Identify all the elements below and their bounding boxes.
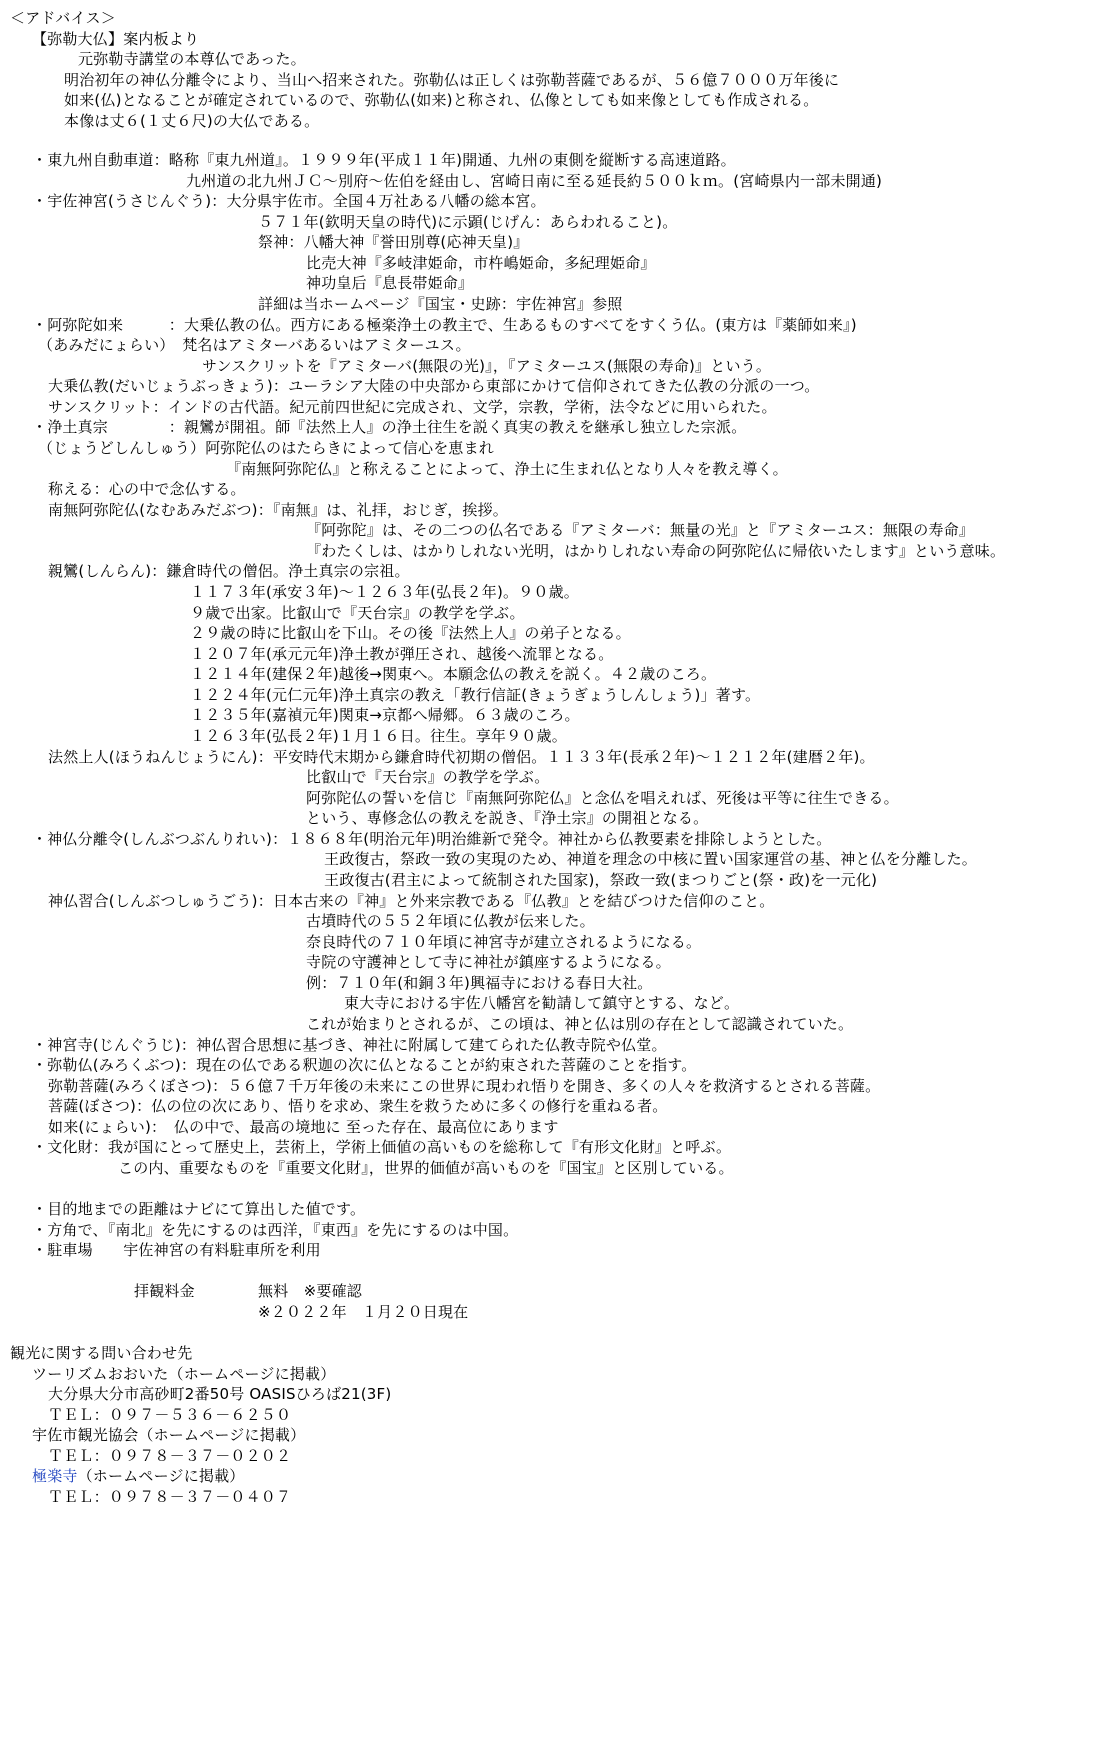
usa-jingu-line-3: 祭神：八幡大神『誉田別尊(応神天皇)』 (258, 233, 529, 251)
note-distance: ・目的地までの距離はナビにて算出した値です。 (32, 1200, 366, 1218)
gokurakuji-row (32, 1466, 245, 1486)
gokurakuji-suffix: （ホームページに掲載） (77, 1467, 245, 1485)
shinbutsu-bunri-line-1: ・神仏分離令(しんぶつぶんりれい)：１８６８年(明治元年)明治維新で発令。神社から仏教要素を排除しようとした。 (32, 830, 832, 848)
honen-line-1: 法然上人(ほうねんじょうにん)：平安時代末期から鎌倉時代初期の僧侶。１１３３年(長承２年)～１２１２年(建暦２年)。 (48, 748, 875, 766)
note-parking: ・駐車場 宇佐神宮の有料駐車所を利用 (32, 1241, 321, 1259)
usa-kanko-name: 宇佐市観光協会（ホームページに掲載） (32, 1426, 306, 1444)
namuamidabutsu-line-2: 『阿弥陀』は、その二つの仏名である『アミターバ：無量の光』と『アミターユス：無限の寿命』 (306, 521, 975, 539)
bunkazai-line-2: この内、重要なものを『重要文化財』，世界的価値が高いものを『国宝』と区別している。 (118, 1159, 734, 1177)
usa-jingu-line-6: 詳細は当ホームページ『国宝・史跡：宇佐神宮』参照 (258, 295, 623, 313)
tourism-oita-tel: ＴＥＬ：０９７－５３６－６２５０ (48, 1406, 292, 1424)
shinran-line-4: ２９歳の時に比叡山を下山。その後『法然上人』の弟子となる。 (190, 624, 631, 642)
gokurakuji-tel: ＴＥＬ：０９７８－３７－０４０７ (48, 1488, 292, 1506)
shinbutsu-shugo-line-6: 東大寺における宇佐八幡宮を勧請して鎮守とする、など。 (344, 994, 740, 1012)
shinran-line-3: ９歳で出家。比叡山で『天台宗』の教学を学ぶ。 (190, 604, 525, 622)
miroku-line-3: 如来(仏)となることが確定されているので、弥勒仏(如来)と称され、仏像としても如来像としても作成される。 (64, 91, 819, 109)
bosatsu-line: 菩薩(ぼさつ)：仏の位の次にあり、悟りを求め、衆生を救うために多くの修行を重ねる者。 (48, 1097, 668, 1115)
higashikyushu-line-1: ・東九州自動車道：略称『東九州道』。１９９９年(平成１１年)開通、九州の東側を縦断する高速道路。 (32, 151, 736, 169)
miroku-line-4: 本像は丈６(１丈６尺)の大仏である。 (64, 112, 320, 130)
fee-label: 拝観料金 (134, 1282, 195, 1300)
fee-asof: ※２０２２年 １月２０日現在 (258, 1303, 469, 1321)
amida-line-2: （あみだにょらい） 梵名はアミターバあるいはアミターユス。 (38, 336, 471, 354)
honen-line-3: 阿弥陀仏の誓いを信じ『南無阿弥陀仏』と念仏を唱えれば、死後は平等に往生できる。 (306, 789, 899, 807)
jinguji-line: ・神宮寺(じんぐうじ)：神仏習合思想に基づき、神社に附属して建てられた仏教寺院や仏堂。 (32, 1036, 667, 1054)
miroku-line-1: 元弥勒寺講堂の本尊仏であった。 (78, 50, 306, 68)
nyorai-line: 如来(にょらい)： 仏の中で、最高の境地に 至った存在、最高位にあります (48, 1118, 559, 1136)
miroku-line-2: 明治初年の神仏分離令により、当山へ招来された。弥勒仏は正しくは弥勒菩薩であるが、５６億７０００万年後に (64, 71, 840, 89)
shinran-line-2: １１７３年(承安３年)～１２６３年(弘長２年)。９０歳。 (190, 583, 580, 601)
tourism-oita-name: ツーリズムおおいた（ホームページに掲載） (32, 1365, 336, 1383)
gokurakuji-link[interactable]: 極楽寺 (32, 1467, 78, 1485)
usa-jingu-line-2: ５７１年(欽明天皇の時代)に示顕(じげん：あらわれること)。 (258, 213, 678, 231)
jodo-shinshu-line-2: （じょうどしんしゅう）阿弥陀仏のはたらきによって信心を恵まれ (38, 439, 495, 457)
shinbutsu-shugo-line-3: 奈良時代の７１０年頃に神宮寺が建立されるようになる。 (306, 933, 702, 951)
note-direction: ・方角で、『南北』を先にするのは西洋，『東西』を先にするのは中国。 (32, 1221, 519, 1239)
usa-jingu-line-4: 比売大神『多岐津姫命，市杵嶋姫命，多紀理姫命』 (306, 254, 656, 272)
usa-jingu-line-1: ・宇佐神宮(うさじんぐう)：大分県宇佐市。全国４万社ある八幡の総本宮。 (32, 192, 546, 210)
namuamidabutsu-line-1: 南無阿弥陀仏(なむあみだぶつ)：『南無』は、礼拝，おじぎ，挨拶。 (48, 501, 509, 519)
higashikyushu-line-2: 九州道の北九州ＪＣ～別府～佐伯を経由し、宮崎日南に至る延長約５００ｋｍ。(宮崎県内一部未開通) (186, 172, 883, 190)
honen-line-2: 比叡山で『天台宗』の教学を学ぶ。 (306, 768, 550, 786)
shinran-line-6: １２１４年(建保２年)越後→関東へ。本願念仏の教えを説く。４２歳のころ。 (190, 665, 717, 683)
fee-value: 無料 ※要確認 (258, 1282, 362, 1300)
daijo-bukkyo-line: 大乗仏教(だいじょうぶっきょう)：ユーラシア大陸の中央部から東部にかけて信仰されてきた仏教の分派の一つ。 (48, 377, 820, 395)
shinran-line-9: １２６３年(弘長２年)１月１６日。往生。享年９０歳。 (190, 727, 567, 745)
miroku-title: 【弥勒大仏】案内板より (32, 30, 200, 48)
honen-line-4: という、専修念仏の教えを説き、『浄土宗』の開祖となる。 (306, 809, 709, 827)
shinran-line-7: １２２４年(元仁元年)浄土真宗の教え「教行信証(きょうぎょうしんしょう)」著す。 (190, 686, 761, 704)
amida-line-1: ・阿弥陀如来 ：大乗仏教の仏。西方にある極楽浄土の教主で、生あるものすべてをすくう仏。(東方は『薬師如来』) (32, 316, 857, 334)
shinbutsu-shugo-line-2: 古墳時代の５５２年頃に仏教が伝来した。 (306, 912, 595, 930)
amida-line-3: サンスクリットを『アミターバ(無限の光)』，『アミターユス(無限の寿命)』という。 (202, 357, 772, 375)
shinbutsu-bunri-line-3: 王政復古(君主によって統制された国家)，祭政一致(まつりごと(祭・政)を一元化) (324, 871, 878, 889)
shinran-line-5: １２０７年(承元元年)浄土教が弾圧され、越後へ流罪となる。 (190, 645, 614, 663)
sanskrit-line: サンスクリット：インドの古代語。紀元前四世紀に完成され、文学，宗教，学術，法令などに用いられた。 (48, 398, 777, 416)
usa-jingu-line-5: 神功皇后『息長帯姫命』 (306, 274, 474, 292)
shinbutsu-shugo-line-5: 例：７１０年(和銅３年)興福寺における春日大社。 (306, 974, 653, 992)
mirokubutsu-line: ・弥勒仏(みろくぶつ)：現在の仏である釈迦の次に仏となることが約束された菩薩のことを指す。 (32, 1056, 697, 1074)
namuamidabutsu-line-3: 『わたくしは、はかりしれない光明，はかりしれない寿命の阿弥陀仏に帰依いたします』という意味。 (306, 542, 1006, 560)
shinbutsu-shugo-line-1: 神仏習合(しんぶつしゅうごう)：日本古来の『神』と外来宗教である『仏教』とを結びつけた信仰のこと。 (48, 892, 775, 910)
miroku-bosatsu-line: 弥勒菩薩(みろくぼさつ)：５６億７千万年後の未来にこの世界に現われ悟りを開き、多くの人々を救済するとされる菩薩。 (48, 1077, 881, 1095)
shinbutsu-bunri-line-2: 王政復古，祭政一致の実現のため、神道を理念の中核に置い国家運営の基、神と仏を分離した。 (324, 850, 978, 868)
bunkazai-line-1: ・文化財：我が国にとって歴史上，芸術上，学術上価値の高いものを総称して『有形文化財』と呼ぶ。 (32, 1138, 732, 1156)
jodo-shinshu-line-3: 『南無阿弥陀仏』と称えることによって、浄土に生まれ仏となり人々を教え導く。 (226, 460, 788, 478)
usa-kanko-tel: ＴＥＬ：０９７８－３７－０２０２ (48, 1447, 292, 1465)
advice-header: ＜アドバイス＞ (10, 9, 116, 27)
tonaeru-line: 称える：心の中で念仏する。 (48, 480, 246, 498)
jodo-shinshu-line-1: ・浄土真宗 ：親鸞が開祖。師『法然上人』の浄土往生を説く真実の教えを継承し独立した宗派。 (32, 418, 747, 436)
shinran-line-1: 親鸞(しんらん)：鎌倉時代の僧侶。浄土真宗の宗祖。 (48, 562, 410, 580)
shinran-line-8: １２３５年(嘉禎元年)関東→京都へ帰郷。６３歳のころ。 (190, 706, 580, 724)
shinbutsu-shugo-line-4: 寺院の守護神として寺に神社が鎮座するようになる。 (306, 953, 671, 971)
shinbutsu-shugo-line-7: これが始まりとされるが、この頃は、神と仏は別の存在として認識されていた。 (306, 1015, 854, 1033)
tourism-oita-address: 大分県大分市高砂町2番50号 OASISひろば21(3F) (48, 1385, 392, 1403)
contact-heading: 観光に関する問い合わせ先 (10, 1344, 193, 1362)
